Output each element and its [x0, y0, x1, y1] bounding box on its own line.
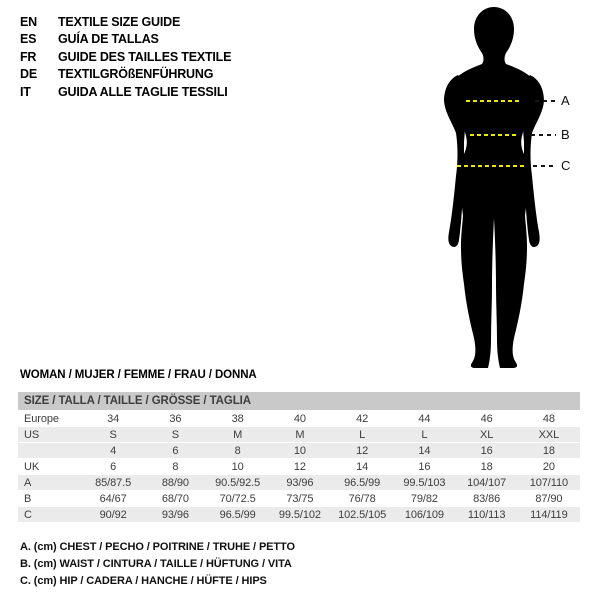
language-title-list — [20, 14, 231, 101]
table-row — [18, 459, 580, 475]
table-cell: 93/96 — [161, 509, 189, 521]
table-cell: 64/67 — [99, 493, 127, 505]
row-cells — [82, 459, 580, 474]
table-cell: 44 — [418, 413, 431, 425]
woman-silhouette-icon — [420, 4, 570, 370]
language-row — [20, 66, 231, 83]
language-code: DE — [20, 67, 37, 82]
table-cell: L — [421, 429, 428, 441]
legend-row: A. (cm) CHEST / PECHO / POITRINE / TRUHE / PETTO — [20, 541, 295, 553]
table-cell: 40 — [293, 413, 306, 425]
table-cell: 48 — [542, 413, 555, 425]
table-cell: 99.5/103 — [403, 477, 446, 489]
table-cell: 106/109 — [404, 509, 444, 521]
table-cell: 88/90 — [161, 477, 189, 489]
language-code: IT — [20, 84, 31, 99]
language-code: EN — [20, 15, 37, 29]
waist-measure-line — [470, 134, 519, 136]
table-cell: 83/86 — [473, 493, 501, 505]
legend-row: B. (cm) WAIST / CINTURA / TAILLE / HÜFTUNG / VITA — [20, 557, 292, 570]
row-cells — [82, 411, 580, 426]
table-cell: 10 — [293, 445, 306, 457]
row-cells — [82, 491, 580, 506]
table-row — [18, 411, 580, 427]
table-cell: M — [295, 429, 305, 441]
waist-label: B — [561, 127, 570, 142]
row-label: Europe — [24, 413, 59, 425]
table-cell: 18 — [542, 445, 555, 457]
size-table-body — [18, 411, 580, 523]
row-label: US — [24, 429, 40, 441]
table-cell: 79/82 — [410, 493, 438, 505]
table-row — [18, 475, 580, 491]
table-cell: 68/70 — [161, 493, 189, 505]
table-cell: 4 — [110, 445, 117, 457]
row-cells — [82, 443, 580, 458]
table-cell: 14 — [418, 445, 431, 457]
table-cell: 93/96 — [286, 477, 314, 489]
table-cell: 12 — [293, 461, 306, 473]
table-row — [18, 427, 580, 443]
table-cell: 114/119 — [530, 509, 568, 521]
chest-label: A — [561, 93, 570, 108]
table-cell: 36 — [169, 413, 182, 425]
table-cell: 6 — [110, 461, 117, 473]
language-title: TEXTILE SIZE GUIDE — [58, 15, 181, 29]
table-row — [18, 491, 580, 507]
table-cell: 38 — [231, 413, 244, 425]
legend-row: C. (cm) HIP / CADERA / HANCHE / HÜFTE / HIPS — [20, 574, 267, 587]
table-cell: 16 — [480, 445, 493, 457]
table-cell: 73/75 — [286, 493, 314, 505]
table-cell: 99.5/102 — [278, 509, 321, 521]
row-label: A — [24, 477, 32, 489]
table-cell: 20 — [542, 461, 555, 473]
table-cell: 96.5/99 — [344, 477, 381, 489]
language-row — [20, 49, 231, 66]
measurement-legend — [20, 539, 295, 589]
table-cell: 18 — [480, 461, 493, 473]
language-title: GUIDA ALLE TAGLIE TESSILI — [58, 84, 228, 99]
table-cell: 14 — [356, 461, 369, 473]
table-cell: 70/72.5 — [219, 493, 256, 505]
row-cells — [82, 475, 580, 490]
row-cells — [82, 427, 580, 442]
table-cell: 34 — [107, 413, 120, 425]
table-cell: XL — [479, 429, 494, 441]
chest-measure-line — [466, 100, 521, 102]
table-cell: 6 — [172, 445, 179, 457]
chest-leader-line — [535, 100, 558, 102]
table-cell: 8 — [172, 461, 179, 473]
table-cell: L — [359, 429, 366, 441]
table-cell: S — [109, 429, 117, 441]
size-table — [18, 392, 580, 523]
silhouette-body-path — [451, 7, 537, 368]
table-cell: 42 — [356, 413, 369, 425]
hip-label: C — [561, 158, 571, 173]
table-cell: 90.5/92.5 — [215, 477, 261, 489]
table-cell: 46 — [480, 413, 493, 425]
table-row — [18, 507, 580, 523]
language-code: FR — [20, 49, 37, 64]
table-cell: 85/87.5 — [95, 477, 132, 489]
table-cell: M — [233, 429, 243, 441]
table-cell: 10 — [231, 461, 244, 473]
table-cell: 87/90 — [535, 493, 563, 505]
table-row — [18, 443, 580, 459]
row-label — [18, 443, 82, 458]
language-title: TEXTILGRÖßENFÜHRUNG — [58, 67, 214, 82]
waist-leader-line — [531, 134, 556, 136]
language-row — [20, 14, 231, 31]
language-row — [20, 84, 231, 101]
row-label: UK — [24, 461, 40, 473]
table-cell: 102.5/105 — [338, 509, 387, 521]
row-cells — [82, 507, 580, 522]
size-table-header: SIZE / TALLA / TAILLE / GRÖSSE / TAGLIA — [18, 392, 580, 410]
table-cell: 107/110 — [529, 477, 568, 489]
row-label: B — [24, 493, 32, 505]
hip-measure-line — [457, 165, 526, 167]
table-cell: 76/78 — [348, 493, 376, 505]
table-cell: 16 — [418, 461, 431, 473]
hip-leader-line — [533, 165, 557, 167]
section-title: WOMAN / MUJER / FEMME / FRAU / DONNA — [20, 369, 257, 381]
table-cell: 90/92 — [99, 509, 127, 521]
table-cell: 96.5/99 — [219, 509, 256, 521]
language-title: GUÍA DE TALLAS — [58, 32, 159, 47]
language-title: GUIDE DES TAILLES TEXTILE — [58, 49, 232, 64]
table-cell: XXL — [538, 429, 560, 441]
table-cell: 104/107 — [467, 477, 507, 489]
language-row — [20, 31, 231, 48]
language-code: ES — [20, 32, 37, 47]
table-cell: 110/113 — [467, 509, 506, 521]
table-cell: S — [171, 429, 179, 441]
table-cell: 8 — [234, 445, 241, 457]
table-cell: 12 — [356, 445, 369, 457]
row-label: C — [24, 509, 32, 521]
